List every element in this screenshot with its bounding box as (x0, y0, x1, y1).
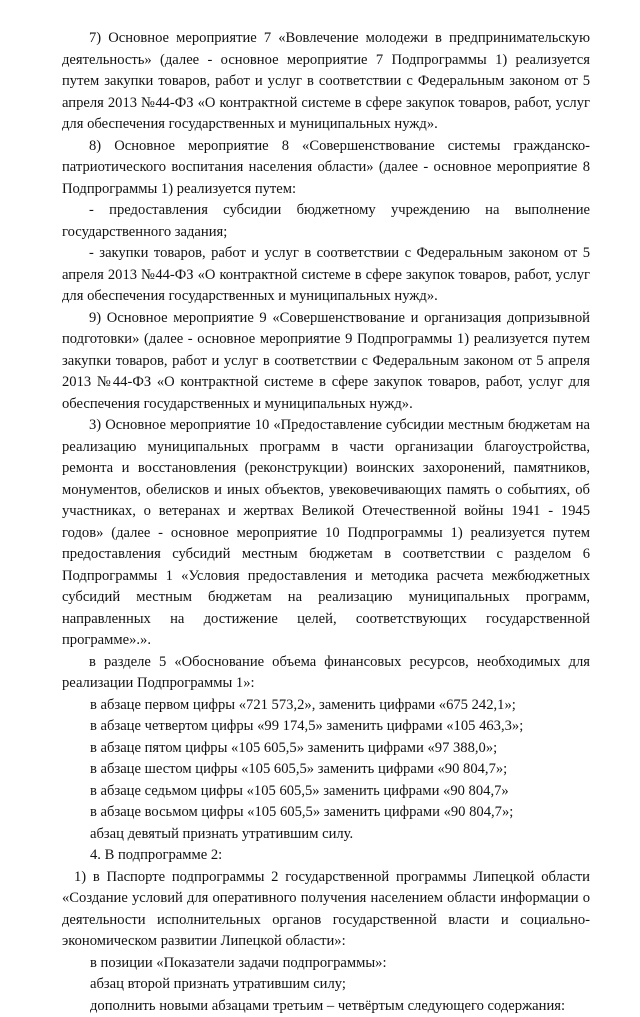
amendment-line: в абзаце четвертом цифры «99 174,5» заменить цифрами «105 463,3»; (62, 716, 590, 738)
amendment-line: абзац девятый признать утратившим силу. (62, 824, 590, 846)
amendment-line: в абзаце шестом цифры «105 605,5» заменить цифрами «90 804,7»; (62, 759, 590, 781)
amendment-line: в абзаце пятом цифры «105 605,5» заменить цифрами «97 388,0»; (62, 738, 590, 760)
paragraph-9: 9) Основное мероприятие 9 «Совершенствование и организация допризывной подготовки» (далее - основное мероприятие 9 Подпрограммы 1) реализуется путем закупки товаров, работ и услуг в соответствии с Федеральным законом от 5 апреля 2013 №44-ФЗ «О контрактной системе в сфере закупок товаров, работ, услуг для обеспечения государственных и муниципальных нужд». (62, 308, 590, 416)
paragraph-7: 7) Основное мероприятие 7 «Вовлечение молодежи в предпринимательскую деятельность» (далее - основное мероприятие 7 Подпрограммы 1) реализуется путем закупки товаров, работ и услуг в соответствии с Федеральным законом от 5 апреля 2013 №44-ФЗ «О контрактной системе в сфере закупок товаров, работ, услуг для обеспечения государственных и муниципальных нужд». (62, 28, 590, 136)
paragraph-8-item-1: - предоставления субсидии бюджетному учреждению на выполнение государственного задания; (62, 200, 590, 243)
section-4-heading: 4. В подпрограмме 2: (62, 845, 590, 867)
paragraph-8: 8) Основное мероприятие 8 «Совершенствование системы гражданско-патриотического воспитания населения области» (далее - основное мероприятие 8 Подпрограммы 1) реализуется путем: (62, 136, 590, 201)
subprogram-2-passport: 1) в Паспорте подпрограммы 2 государственной программы Липецкой области «Создание условий для оперативного получения населением области информации о деятельности исполнительных органов государственной власти и социально-экономическом развитии Липецкой области»: (62, 867, 590, 953)
amendment-line: абзац второй признать утратившим силу; (62, 974, 590, 996)
amendment-line: в позиции «Показатели задачи подпрограммы»: (62, 953, 590, 975)
paragraph-10: 3) Основное мероприятие 10 «Предоставление субсидии местным бюджетам на реализацию муниципальных программ в части организации благоустройства, ремонта и восстановления (реконструкции) воинских захоронений, памятников, монументов, обелисков и иных объектов, увековечивающих память о событиях, об участниках, о ветеранах и жертвах Великой Отечественной войны 1941 - 1945 годов» (далее - основное мероприятие 10 Подпрограммы 1) реализуется путем предоставления субсидий местным бюджетам в соответствии с разделом 6 Подпрограммы 1 «Условия предоставления и методика расчета межбюджетных субсидий местным бюджетам на реализацию муниципальных программ, направленных на достижение целей, соответствующих государственной программе».». (62, 415, 590, 652)
paragraph-8-item-2: - закупки товаров, работ и услуг в соответствии с Федеральным законом от 5 апреля 2013 №44-ФЗ «О контрактной системе в сфере закупок товаров, работ, услуг для обеспечения государственных и муниципальных нужд». (62, 243, 590, 308)
section-5-intro: в разделе 5 «Обоснование объема финансовых ресурсов, необходимых для реализации Подпрограммы 1»: (62, 652, 590, 695)
amendment-line: в абзаце восьмом цифры «105 605,5» заменить цифрами «90 804,7»; (62, 802, 590, 824)
amendment-line: в абзаце первом цифры «721 573,2», заменить цифрами «675 242,1»; (62, 695, 590, 717)
amendment-line: дополнить новыми абзацами третьим – четвёртым следующего содержания: (62, 996, 590, 1017)
amendment-line: в абзаце седьмом цифры «105 605,5» заменить цифрами «90 804,7» (62, 781, 590, 803)
